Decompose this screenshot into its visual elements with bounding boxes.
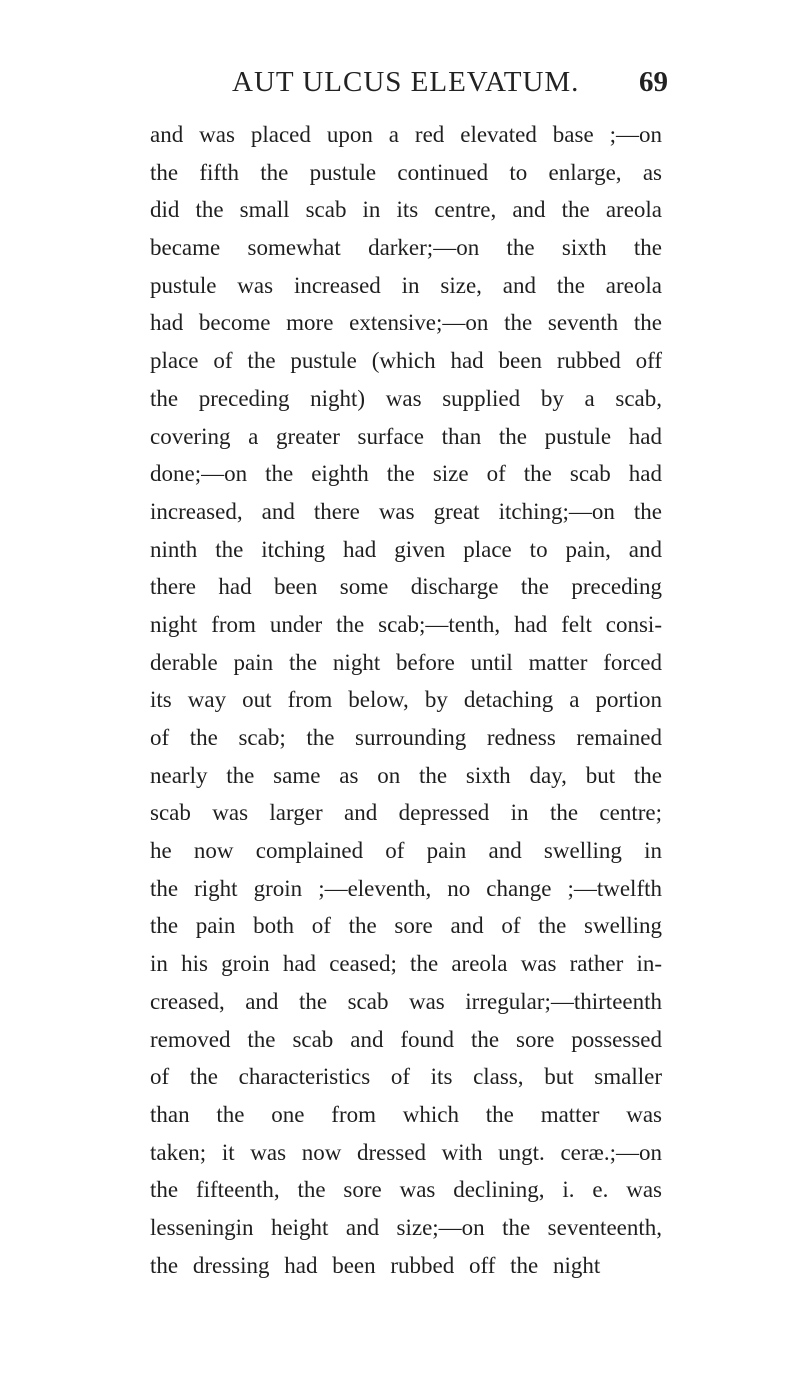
text-line: and was placed upon a red elevated base ;—on <box>150 122 662 147</box>
text-line: night from under the scab;—tenth, had felt consi- <box>150 611 662 637</box>
text-line: covering a greater surface than the pustule had <box>150 423 662 449</box>
text-line: lesseningin height and size;—on the seventeenth, <box>150 1214 662 1240</box>
running-head <box>232 66 672 106</box>
text-line: the pain both of the sore and of the swelling <box>150 913 662 939</box>
text-line: creased, and the scab was irregular;—thirteenth <box>150 988 662 1014</box>
text-line: became somewhat darker;—on the sixth the <box>150 235 662 261</box>
text-line: derable pain the night before until matter forced <box>150 649 662 675</box>
text-line: of the characteristics of its class, but smaller <box>150 1064 662 1090</box>
text-line: nearly the same as on the sixth day, but the <box>150 762 662 788</box>
text-line: the fifth the pustule continued to enlarge, as <box>150 159 662 185</box>
text-line: he now complained of pain and swelling in <box>150 838 662 864</box>
body-text <box>150 116 662 1284</box>
text-line: the fifteenth, the sore was declining, i. e. was <box>150 1177 662 1203</box>
text-line: in his groin had ceased; the areola was rather in- <box>150 951 662 977</box>
text-line: increased, and there was great itching;—on the <box>150 498 662 524</box>
running-title: AUT ULCUS ELEVATUM. <box>232 66 580 98</box>
text-line: had become more extensive;—on the seventh the <box>150 310 662 336</box>
text-line: did the small scab in its centre, and the areola <box>150 197 662 223</box>
text-line: taken; it was now dressed with ungt. ceræ.;—on <box>150 1139 662 1165</box>
text-line: ninth the itching had given place to pain, and <box>150 536 662 562</box>
text-line: the right groin ;—eleventh, no change ;—twelfth <box>150 875 662 901</box>
page-number: 69 <box>639 66 668 98</box>
text-line: of the scab; the surrounding redness remained <box>150 725 662 750</box>
text-line: the dressing had been rubbed off the night <box>150 1252 601 1278</box>
text-line: the preceding night) was supplied by a scab, <box>150 385 662 411</box>
text-line: place of the pustule (which had been rubbed off <box>150 348 662 374</box>
text-line: its way out from below, by detaching a portion <box>150 687 662 713</box>
text-line: pustule was increased in size, and the areola <box>150 272 662 298</box>
text-line: there had been some discharge the preceding <box>150 574 662 600</box>
text-line: removed the scab and found the sore possessed <box>150 1026 662 1052</box>
text-line: than the one from which the matter was <box>150 1101 662 1127</box>
text-line: done;—on the eighth the size of the scab had <box>150 461 662 487</box>
text-line: scab was larger and depressed in the centre; <box>150 800 662 826</box>
